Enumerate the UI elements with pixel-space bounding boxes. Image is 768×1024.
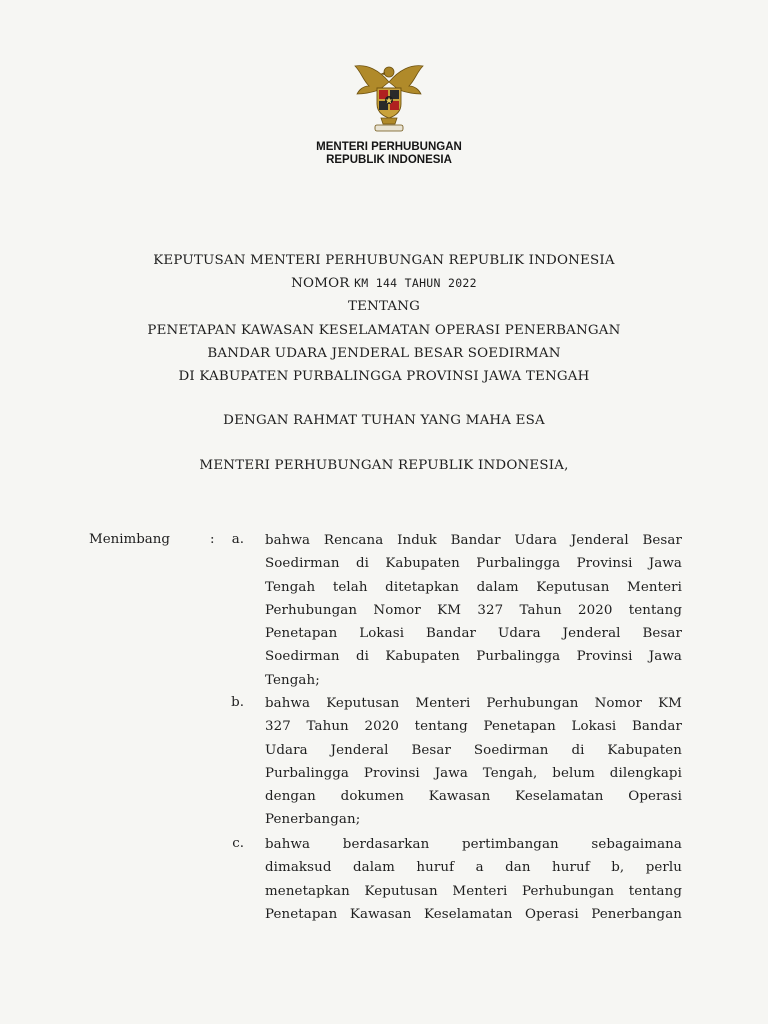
item-a-line: Perhubungan Nomor KM 327 Tahun 2020 tentang bbox=[265, 602, 682, 618]
item-b-line: Penerbangan; bbox=[265, 812, 361, 828]
decree-title: KEPUTUSAN MENTERI PERHUBUNGAN REPUBLIK INDONESIA bbox=[153, 253, 615, 268]
item-a-line: bahwa Rencana Induk Bandar Udara Jenderal Besar bbox=[265, 533, 682, 548]
considering-item-a bbox=[265, 529, 682, 692]
item-a-line: Tengah telah ditetapkan dalam Keputusan Menteri bbox=[265, 579, 682, 595]
decree-subject-line-1: PENETAPAN KAWASAN KESELAMATAN OPERASI PENERBANGAN bbox=[147, 322, 621, 338]
menimbang-colon: : bbox=[210, 532, 215, 547]
considering-item-b bbox=[265, 692, 682, 832]
decree-subject-line-2: BANDAR UDARA JENDERAL BESAR SOEDIRMAN bbox=[207, 345, 561, 361]
item-a-line: Tengah; bbox=[265, 672, 320, 688]
item-a-line: Penetapan Lokasi Bandar Udara Jenderal Besar bbox=[265, 626, 682, 642]
item-letter-c: c. bbox=[232, 836, 244, 851]
invocation: DENGAN RAHMAT TUHAN YANG MAHA ESA bbox=[223, 413, 545, 428]
letterhead bbox=[250, 141, 528, 167]
decree-tentang: TENTANG bbox=[347, 299, 421, 315]
decree-subject-line-3: DI KABUPATEN PURBALINGGA PROVINSI JAWA TENGAH bbox=[178, 369, 590, 385]
item-c-line: menetapkan Keputusan Menteri Perhubungan tentang bbox=[265, 883, 682, 899]
item-a-line: Soedirman di Kabupaten Purbalingga Provinsi Jawa bbox=[265, 649, 682, 665]
garuda-emblem-icon bbox=[349, 60, 429, 134]
decree-heading bbox=[84, 249, 684, 388]
item-c-line: dimaksud dalam huruf a dan huruf b, perlu bbox=[265, 860, 682, 876]
item-b-line: dengan dokumen Kawasan Keselamatan Operasi bbox=[265, 789, 682, 805]
decree-number-value: KM 144 TAHUN 2022 bbox=[354, 276, 477, 291]
item-c-line: bahwa berdasarkan pertimbangan sebagaimana bbox=[265, 837, 682, 852]
item-a-line: Soedirman di Kabupaten Purbalingga Provinsi Jawa bbox=[265, 556, 682, 572]
considering-item-c bbox=[265, 833, 682, 926]
menimbang-label: Menimbang bbox=[89, 532, 170, 547]
decree-number-label: NOMOR bbox=[291, 276, 350, 292]
item-b-line: bahwa Keputusan Menteri Perhubungan Nomor KM bbox=[265, 696, 682, 711]
item-letter-a: a. bbox=[231, 532, 244, 547]
item-b-line: 327 Tahun 2020 tentang Penetapan Lokasi Bandar bbox=[265, 719, 682, 735]
letterhead-line-1: MENTERI PERHUBUNGAN bbox=[316, 141, 462, 153]
item-b-line: Purbalingga Provinsi Jawa Tengah, belum dilengkapi bbox=[265, 765, 682, 781]
item-b-line: Udara Jenderal Besar Soedirman di Kabupaten bbox=[265, 742, 682, 758]
item-c-line: Penetapan Kawasan Keselamatan Operasi Penerbangan bbox=[265, 906, 682, 922]
decree-number bbox=[84, 272, 684, 295]
item-letter-b: b. bbox=[231, 695, 244, 710]
minister-title: MENTERI PERHUBUNGAN REPUBLIK INDONESIA, bbox=[199, 458, 569, 473]
letterhead-line-2: REPUBLIK INDONESIA bbox=[326, 154, 452, 166]
